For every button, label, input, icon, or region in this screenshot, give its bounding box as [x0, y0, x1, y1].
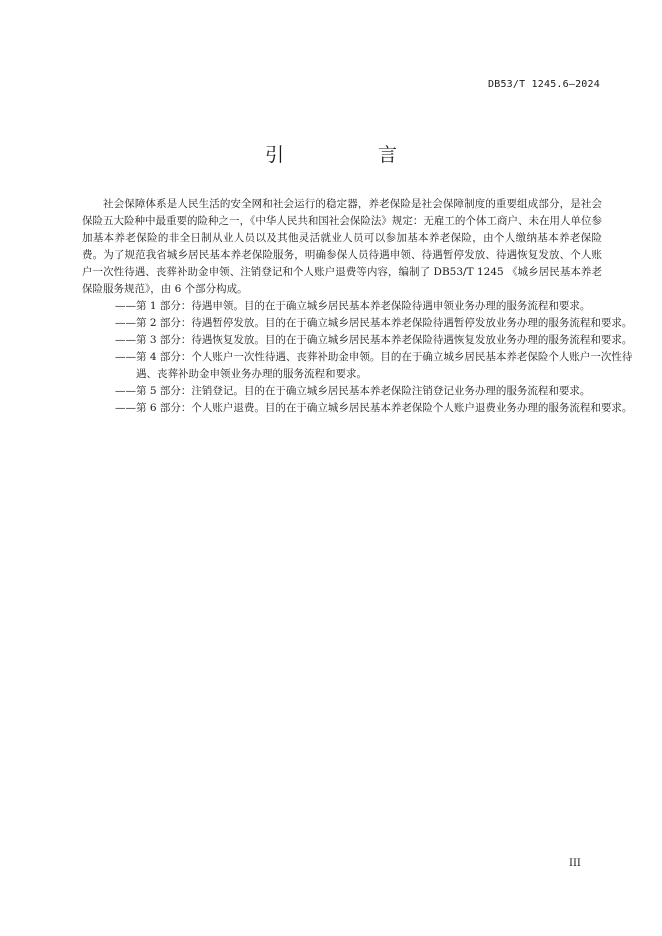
- page-number: III: [569, 858, 581, 869]
- part-item-3: ——第 3 部分：待遇恢复发放。目的在于确立城乡居民基本养老保险待遇恢复发放业务办理的服务流程和要求。: [115, 334, 633, 346]
- part-item-1: ——第 1 部分：待遇申领。目的在于确立城乡居民基本养老保险待遇申领业务办理的服务流程和要求。: [115, 300, 591, 312]
- part-item-2: ——第 2 部分：待遇暂停发放。目的在于确立城乡居民基本养老保险待遇暂停发放业务办理的服务流程和要求。: [115, 317, 633, 329]
- part-item-6: ——第 6 部分：个人账户退费。目的在于确立城乡居民基本养老保险个人账户退费业务办理的服务流程和要求。: [115, 402, 633, 414]
- document-body: [82, 196, 633, 417]
- page-title: 引 言: [264, 144, 442, 166]
- part-item-5: ——第 5 部分：注销登记。目的在于确立城乡居民基本养老保险注销登记业务办理的服务流程和要求。: [115, 385, 591, 397]
- document-code: DB53/T 1245.6—2024: [488, 79, 600, 90]
- part-item-4: ——第 4 部分：个人账户一次性待遇、丧葬补助金申领。目的在于确立城乡居民基本养老保险个人账户一次性待遇、丧葬补助金申领业务办理的服务流程和要求。: [115, 351, 633, 380]
- intro-paragraph: 社会保障体系是人民生活的安全网和社会运行的稳定器，养老保险是社会保障制度的重要组成部分，是社会保险五大险种中最重要的险种之一，《中华人民共和国社会保险法》规定：无雇工的个体工商户、未在用人单位参加基本养老保险的非全日制从业人员以及其他灵活就业人员可以参加基本养老保险，由个人缴纳基本养老保险费。为了规范我省城乡居民基本养老保险服务，明确参保人员待遇申领、待遇暂停发放、待遇恢复发放、个人账户一次性待遇、丧葬补助金申领、注销登记和个人账户退费等内容，编制了 DB53/T 1245 《城乡居民基本养老保险服务规范》，由 6 个部分构成。: [82, 198, 602, 295]
